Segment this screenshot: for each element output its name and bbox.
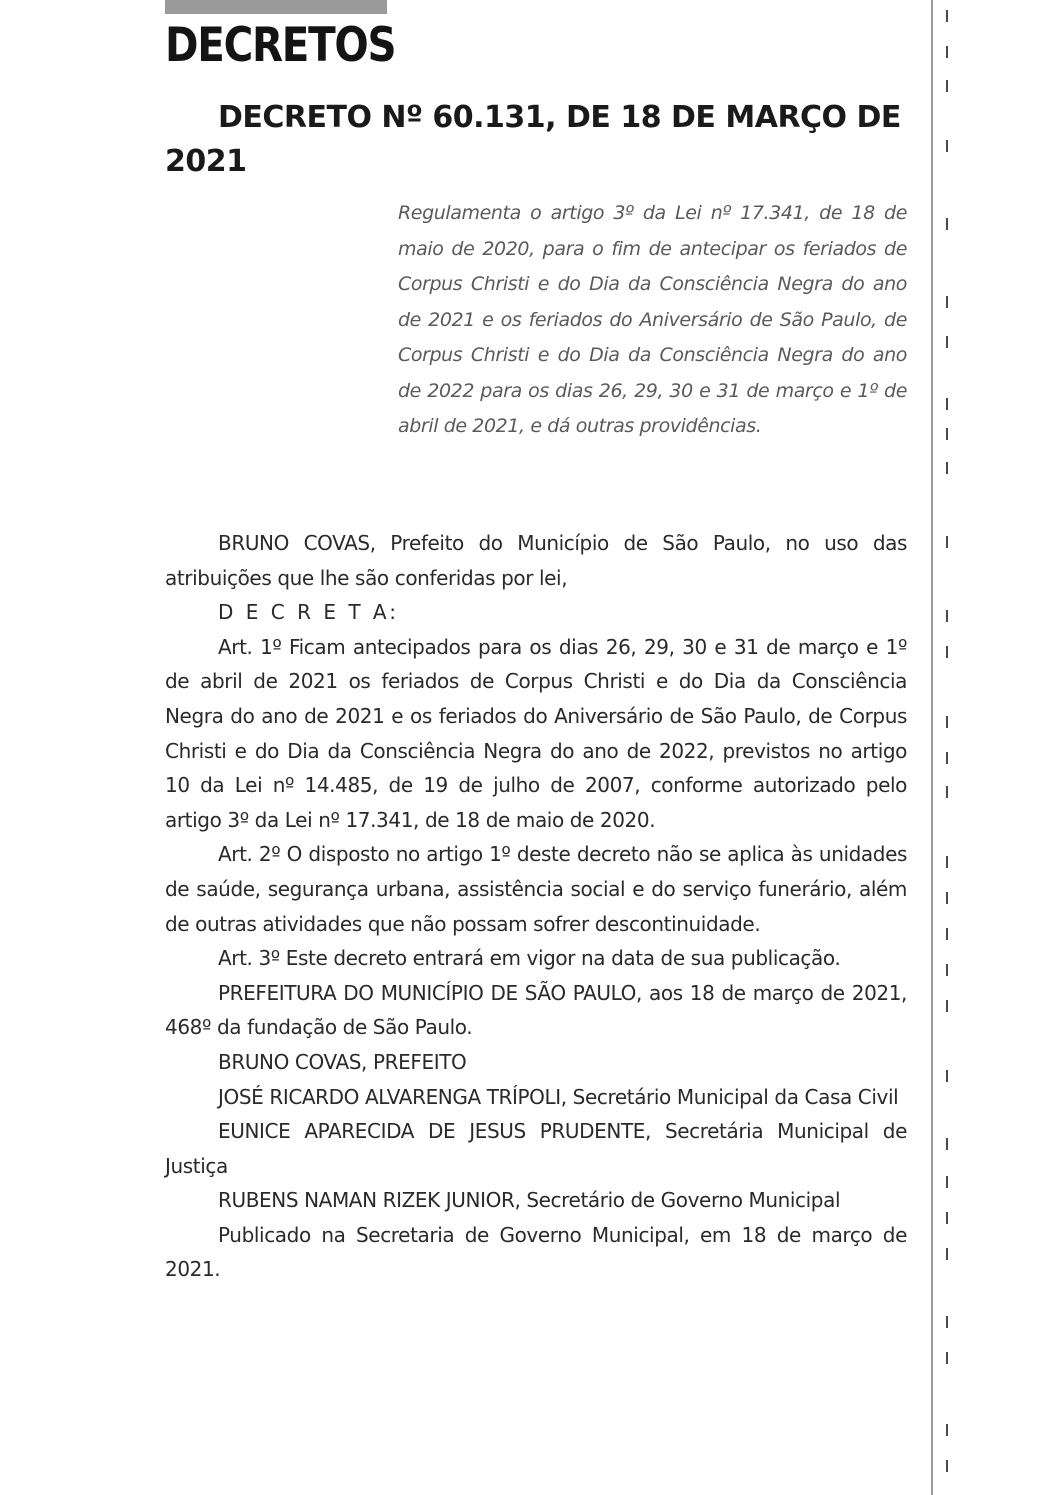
article-2: Art. 2º O disposto no artigo 1º deste decreto não se aplica às unidades de saúde, segurança urbana, assistência social e do serviço funerário, além de outras atividades que não possam sofrer descontinuidade. (165, 842, 907, 936)
column-edge-mark (946, 462, 948, 474)
column-edge-mark (946, 964, 948, 976)
decree-title: DECRETO Nº 60.131, DE 18 DE MARÇO DE 2021 (165, 100, 901, 179)
publication-note: Publicado na Secretaria de Governo Municipal, em 18 de março de 2021. (165, 1222, 907, 1282)
column-edge-mark (946, 786, 948, 798)
column-edge-mark (946, 1138, 948, 1150)
column-edge-mark (946, 1352, 948, 1364)
section-header-bar (165, 0, 387, 14)
section-title: DECRETOS (165, 18, 396, 73)
signature-mayor: BRUNO COVAS, PREFEITO (218, 1049, 467, 1074)
column-edge-mark (946, 218, 948, 230)
column-edge-mark (946, 46, 948, 58)
column-edge-mark (946, 1070, 948, 1082)
column-edge-mark (946, 80, 948, 92)
column-edge-mark (946, 716, 948, 728)
article-1: Art. 1º Ficam antecipados para os dias 26, 29, 30 e 31 de março e 1º de abril de 2021 os feriados de Corpus Christi e do Dia da Consciência Negra do ano de 2021 e os feriados do Aniversário de São Paulo, de Corpus Christi e do Dia da Consciência Negra do ano de 2022, previstos no artigo 10 da Lei nº 14.485, de 19 de julho de 2007, conforme autorizado pelo artigo 3º da Lei nº 17.341, de 18 de maio de 2020. (165, 634, 907, 832)
column-edge-mark (946, 1424, 948, 1436)
column-edge-mark (946, 752, 948, 764)
column-edge-mark (946, 1000, 948, 1012)
column-edge-mark (946, 140, 948, 152)
column-edge-mark (946, 1176, 948, 1188)
column-edge-mark (946, 10, 948, 22)
column-edge-mark (946, 296, 948, 308)
column-edge-mark (946, 646, 948, 658)
column-edge-mark (946, 892, 948, 904)
decree-ementa: Regulamenta o artigo 3º da Lei nº 17.341, de 18 de maio de 2020, para o fim de antecipar os feriados de Corpus Christi e do Dia da Consciência Negra do ano de 2021 e os feriados do Aniversário de São Paulo, de Corpus Christi e do Dia da Consciência Negra do ano de 2022 para os dias 26, 29, 30 e 31 de março e 1º de abril de 2021, e dá outras providências. (398, 202, 907, 437)
signature-governo: RUBENS NAMAN RIZEK JUNIOR, Secretário de Governo Municipal (218, 1188, 841, 1213)
decree-preamble: BRUNO COVAS, Prefeito do Município de São Paulo, no uso das atribuições que lhe são conferidas por lei, (165, 531, 907, 590)
column-edge-mark (946, 1460, 948, 1472)
decreta-heading: D E C R E T A: (218, 600, 399, 625)
column-edge-mark (946, 428, 948, 440)
column-edge-mark (946, 398, 948, 410)
signature-casa-civil: JOSÉ RICARDO ALVARENGA TRÍPOLI, Secretário Municipal da Casa Civil (218, 1084, 899, 1109)
column-edge-mark (946, 1212, 948, 1224)
column-edge-mark (946, 928, 948, 940)
column-edge-mark (946, 336, 948, 348)
column-divider (931, 0, 933, 1495)
article-3: Art. 3º Este decreto entrará em vigor na data de sua publicação. (218, 946, 841, 971)
adjacent-column-edge (946, 0, 949, 1495)
decree-body (165, 526, 907, 1287)
closing-statement: PREFEITURA DO MUNICÍPIO DE SÃO PAULO, aos 18 de março de 2021, 468º da fundação de São Paulo. (165, 980, 907, 1040)
column-edge-mark (946, 1248, 948, 1260)
column-edge-mark (946, 1316, 948, 1328)
column-edge-mark (946, 610, 948, 622)
column-edge-mark (946, 536, 948, 548)
column-edge-mark (946, 856, 948, 868)
signature-justica: EUNICE APARECIDA DE JESUS PRUDENTE, Secretária Municipal de Justiça (165, 1119, 907, 1178)
